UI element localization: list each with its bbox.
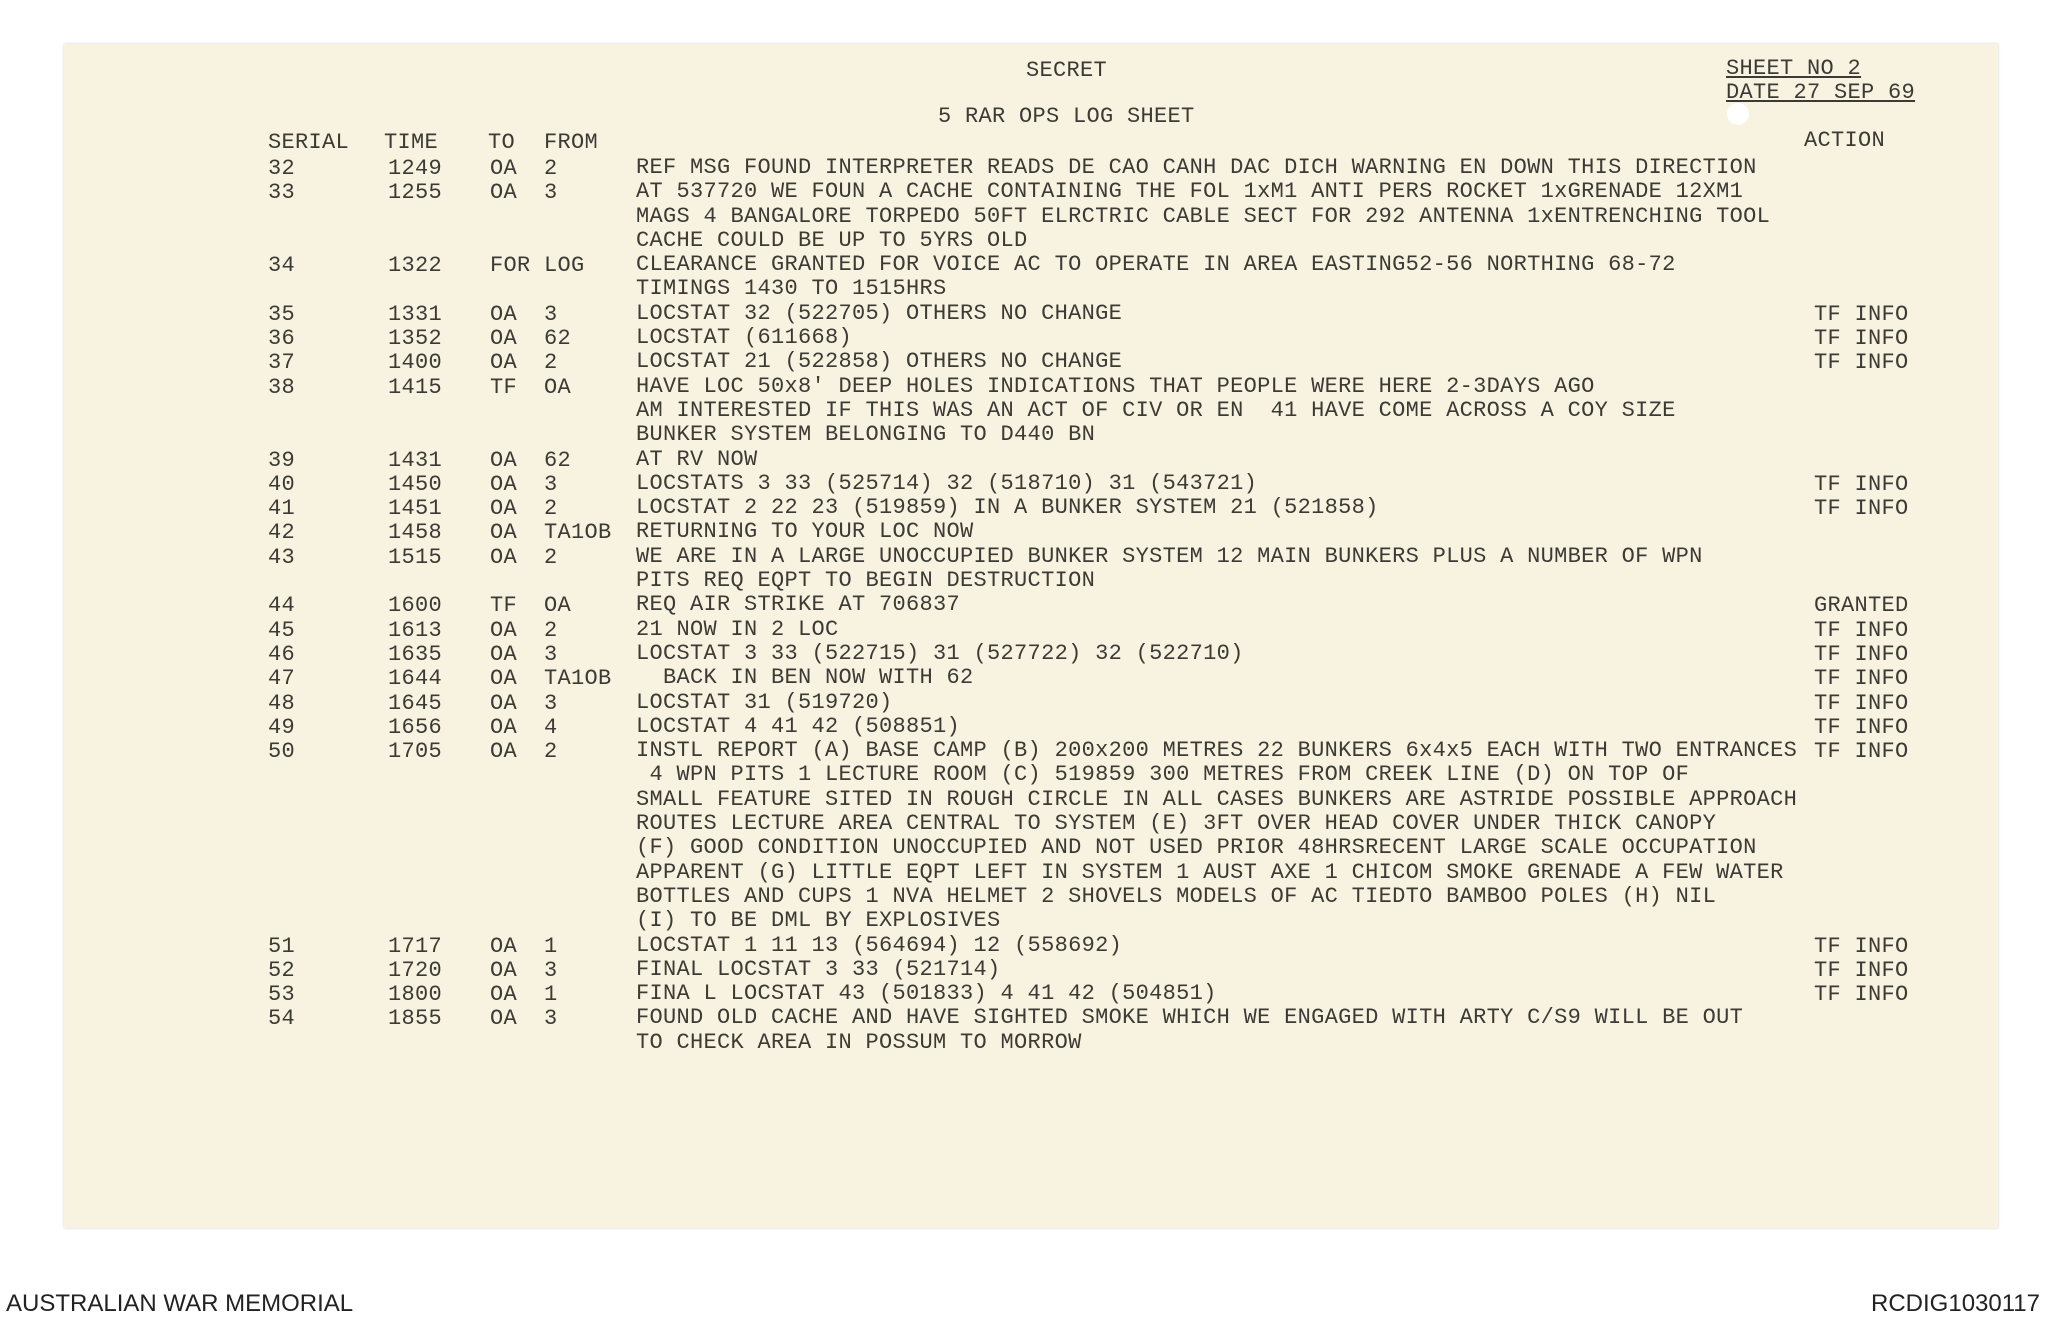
entry-from: 2: [544, 350, 558, 376]
entry-message-line: APPARENT (G) LITTLE EQPT LEFT IN SYSTEM 1 AUST AXE 1 CHICOM SMOKE GRENADE A FEW WATER: [636, 859, 1784, 885]
log-entry: [64, 958, 1998, 982]
entry-from: 3: [544, 957, 558, 983]
log-entry: [64, 739, 1998, 933]
entry-message-line: FINAL LOCSTAT 3 33 (521714): [636, 956, 1001, 982]
entry-message: [636, 738, 1798, 934]
column-header-action: ACTION: [1804, 128, 1886, 153]
entry-time: 1322: [388, 253, 443, 279]
entry-to: OA: [490, 739, 518, 765]
log-entry: [64, 1006, 1998, 1055]
entry-action: TF INFO: [1814, 933, 1909, 959]
entry-to: OA: [490, 714, 518, 740]
entry-from: 1: [544, 982, 558, 1008]
footer-id: RCDIG1030117: [1871, 1290, 2040, 1317]
entry-serial: 48: [268, 690, 296, 716]
entry-time: 1600: [388, 593, 443, 619]
entry-time: 1431: [388, 447, 443, 473]
log-entry: [64, 472, 1998, 496]
entry-message-line: CACHE COULD BE UP TO 5YRS OLD: [636, 227, 1028, 253]
entry-to: FOR LOG: [490, 253, 585, 279]
log-entry: [64, 496, 1998, 520]
entry-message-line: LOCSTAT 4 41 42 (508851): [636, 713, 961, 739]
log-entry: [64, 448, 1998, 472]
entry-serial: 46: [268, 641, 296, 667]
entry-message: [636, 1006, 1766, 1055]
entry-from: 3: [544, 1006, 558, 1032]
log-entries: [64, 156, 1998, 1055]
entry-message-line: FINA L LOCSTAT 43 (501833) 4 41 42 (504851): [636, 981, 1217, 1007]
entry-action: TF INFO: [1814, 617, 1909, 643]
entry-message: [636, 545, 1766, 594]
entry-serial: 47: [268, 666, 296, 692]
entry-message: [636, 642, 1766, 666]
entry-time: 1458: [388, 520, 443, 546]
entry-from: TA1OB: [544, 520, 612, 546]
entry-action: TF INFO: [1814, 326, 1909, 352]
entry-time: 1635: [388, 641, 443, 667]
entry-message: [636, 934, 1766, 958]
entry-to: OA: [490, 520, 518, 546]
entry-time: 1613: [388, 617, 443, 643]
entry-to: OA: [490, 982, 518, 1008]
entry-message-line: AM INTERESTED IF THIS WAS AN ACT OF CIV OR EN 41 HAVE COME ACROSS A COY SIZE: [636, 397, 1676, 423]
entry-message: [636, 618, 1766, 642]
log-entry: [64, 593, 1998, 617]
sheet-date: DATE 27 SEP 69: [1726, 80, 1916, 105]
entry-serial: 40: [268, 471, 296, 497]
entry-from: TA1OB: [544, 666, 612, 692]
entry-serial: 45: [268, 617, 296, 643]
entry-from: 62: [544, 326, 572, 352]
entry-message: [636, 520, 1766, 544]
entry-from: 3: [544, 301, 558, 327]
entry-time: 1515: [388, 544, 443, 570]
entry-serial: 36: [268, 326, 296, 352]
entry-message-line: SMALL FEATURE SITED IN ROUGH CIRCLE IN ALL CASES BUNKERS ARE ASTRIDE POSSIBLE APPROACH: [636, 786, 1798, 812]
entry-serial: 43: [268, 544, 296, 570]
entry-serial: 38: [268, 374, 296, 400]
entry-to: OA: [490, 301, 518, 327]
entry-action: TF INFO: [1814, 957, 1909, 983]
entry-from: 2: [544, 544, 558, 570]
entry-action: TF INFO: [1814, 471, 1909, 497]
entry-time: 1720: [388, 957, 443, 983]
log-entry: [64, 691, 1998, 715]
entry-action: TF INFO: [1814, 666, 1909, 692]
log-entry: [64, 545, 1998, 594]
entry-time: 1855: [388, 1006, 443, 1032]
entry-from: 2: [544, 496, 558, 522]
entry-message: [636, 350, 1766, 374]
entry-time: 1415: [388, 374, 443, 400]
entry-action: TF INFO: [1814, 714, 1909, 740]
entry-time: 1717: [388, 933, 443, 959]
entry-message-line: MAGS 4 BANGALORE TORPEDO 50FT ELRCTRIC CABLE SECT FOR 292 ANTENNA 1xENTRENCHING TOOL: [636, 203, 1771, 229]
entry-action: TF INFO: [1814, 739, 1909, 765]
entry-message-line: BUNKER SYSTEM BELONGING TO D440 BN: [636, 422, 1096, 448]
entry-message-line: TIMINGS 1430 TO 1515HRS: [636, 276, 947, 302]
entry-time: 1249: [388, 156, 443, 181]
entry-message-line: PITS REQ EQPT TO BEGIN DESTRUCTION: [636, 568, 1096, 594]
entry-message: [636, 326, 1766, 350]
entry-message-line: REQ AIR STRIKE AT 706837: [636, 592, 961, 618]
entry-message-line: 4 WPN PITS 1 LECTURE ROOM (C) 519859 300 METRES FROM CREEK LINE (D) ON TOP OF: [636, 762, 1690, 788]
log-entry: [64, 302, 1998, 326]
entry-serial: 53: [268, 982, 296, 1008]
entry-message-line: LOCSTATS 3 33 (525714) 32 (518710) 31 (543721): [636, 470, 1258, 496]
entry-to: OA: [490, 156, 518, 181]
entry-serial: 37: [268, 350, 296, 376]
entry-action: TF INFO: [1814, 496, 1909, 522]
log-entry: [64, 520, 1998, 544]
column-header-to: TO: [488, 130, 516, 155]
entry-serial: 33: [268, 180, 296, 206]
entry-time: 1656: [388, 714, 443, 740]
entry-message-line: AT RV NOW: [636, 446, 758, 472]
entry-serial: 32: [268, 156, 296, 181]
entry-message-line: (I) TO BE DML BY EXPLOSIVES: [636, 908, 1001, 934]
log-entry: [64, 180, 1998, 253]
entry-to: OA: [490, 471, 518, 497]
entry-message-line: LOCSTAT 2 22 23 (519859) IN A BUNKER SYSTEM 21 (521858): [636, 495, 1379, 521]
entry-message: [636, 375, 1766, 448]
entry-to: OA: [490, 617, 518, 643]
entry-serial: 44: [268, 593, 296, 619]
entry-from: 62: [544, 447, 572, 473]
entry-serial: 49: [268, 714, 296, 740]
entry-serial: 35: [268, 301, 296, 327]
entry-from: 3: [544, 180, 558, 206]
entry-message-line: LOCSTAT 32 (522705) OTHERS NO CHANGE: [636, 300, 1123, 326]
entry-to: OA: [490, 690, 518, 716]
entry-message: [636, 253, 1766, 302]
entry-message: [636, 593, 1766, 617]
log-entry: [64, 982, 1998, 1006]
entry-time: 1450: [388, 471, 443, 497]
entry-serial: 50: [268, 739, 296, 765]
log-entry: [64, 715, 1998, 739]
entry-from: 3: [544, 690, 558, 716]
entry-to: OA: [490, 180, 518, 206]
entry-time: 1705: [388, 739, 443, 765]
entry-message-line: LOCSTAT 21 (522858) OTHERS NO CHANGE: [636, 349, 1123, 375]
entry-message-line: AT 537720 WE FOUN A CACHE CONTAINING THE FOL 1xM1 ANTI PERS ROCKET 1xGRENADE 12XM1: [636, 179, 1744, 205]
entry-serial: 34: [268, 253, 296, 279]
entry-message: [636, 448, 1766, 472]
entry-action: TF INFO: [1814, 301, 1909, 327]
entry-message-line: LOCSTAT 31 (519720): [636, 689, 893, 715]
entry-to: OA: [490, 1006, 518, 1032]
entry-serial: 42: [268, 520, 296, 546]
entry-message-line: HAVE LOC 50x8' DEEP HOLES INDICATIONS THAT PEOPLE WERE HERE 2-3DAYS AGO: [636, 373, 1595, 399]
entry-message: [636, 156, 1766, 180]
entry-to: OA: [490, 666, 518, 692]
entry-action: GRANTED: [1814, 593, 1909, 619]
entry-to: TF: [490, 374, 518, 400]
document-sheet: [64, 44, 1998, 1228]
entry-serial: 52: [268, 957, 296, 983]
log-entry: [64, 350, 1998, 374]
entry-from: 3: [544, 471, 558, 497]
column-header-from: FROM: [544, 130, 599, 155]
entry-message-line: LOCSTAT 1 11 13 (564694) 12 (558692): [636, 932, 1123, 958]
entry-from: 2: [544, 617, 558, 643]
entry-message-line: 21 NOW IN 2 LOC: [636, 616, 839, 642]
entry-message-line: BOTTLES AND CUPS 1 NVA HELMET 2 SHOVELS MODELS OF AC TIEDTO BAMBOO POLES (H) NIL: [636, 883, 1717, 909]
log-entry: [64, 934, 1998, 958]
log-entry: [64, 326, 1998, 350]
entry-serial: 51: [268, 933, 296, 959]
entry-message: [636, 958, 1766, 982]
entry-action: TF INFO: [1814, 641, 1909, 667]
entry-to: OA: [490, 447, 518, 473]
entry-to: OA: [490, 933, 518, 959]
entry-serial: 39: [268, 447, 296, 473]
footer-source: AUSTRALIAN WAR MEMORIAL: [6, 1290, 354, 1317]
entry-serial: 54: [268, 1006, 296, 1032]
log-entry: [64, 375, 1998, 448]
entry-time: 1644: [388, 666, 443, 692]
page-title: 5 RAR OPS LOG SHEET: [938, 104, 1195, 129]
entry-message: [636, 666, 1766, 690]
entry-message-line: WE ARE IN A LARGE UNOCCUPIED BUNKER SYSTEM 12 MAIN BUNKERS PLUS A NUMBER OF WPN: [636, 543, 1703, 569]
entry-message: [636, 496, 1766, 520]
entry-time: 1645: [388, 690, 443, 716]
log-entry: [64, 156, 1998, 180]
entry-from: 2: [544, 156, 558, 181]
entry-message: [636, 691, 1766, 715]
log-entry: [64, 253, 1998, 302]
punch-hole: [1727, 103, 1749, 125]
entry-message-line: LOCSTAT (611668): [636, 325, 853, 351]
entry-message-line: REF MSG FOUND INTERPRETER READS DE CAO CANH DAC DICH WARNING EN DOWN THIS DIRECTION: [636, 155, 1757, 180]
entry-action: TF INFO: [1814, 690, 1909, 716]
entry-message-line: INSTL REPORT (A) BASE CAMP (B) 200x200 METRES 22 BUNKERS 6x4x5 EACH WITH TWO ENTRANCES: [636, 738, 1798, 764]
entry-message-line: BACK IN BEN NOW WITH 62: [636, 665, 974, 691]
entry-to: TF: [490, 593, 518, 619]
entry-time: 1400: [388, 350, 443, 376]
entry-time: 1352: [388, 326, 443, 352]
entry-time: 1255: [388, 180, 443, 206]
entry-from: 3: [544, 641, 558, 667]
column-header-serial: SERIAL: [268, 130, 350, 155]
entry-to: OA: [490, 350, 518, 376]
entry-time: 1451: [388, 496, 443, 522]
log-entry: [64, 666, 1998, 690]
entry-from: OA: [544, 593, 572, 619]
entry-message: [636, 179, 1771, 253]
entry-message: [636, 472, 1766, 496]
entry-from: 1: [544, 933, 558, 959]
entry-message: [636, 302, 1766, 326]
log-entry: [64, 618, 1998, 642]
entry-time: 1331: [388, 301, 443, 327]
entry-to: OA: [490, 496, 518, 522]
entry-time: 1800: [388, 982, 443, 1008]
entry-message-line: RETURNING TO YOUR LOC NOW: [636, 519, 974, 545]
sheet-number: SHEET NO 2: [1726, 56, 1862, 81]
column-header-time: TIME: [384, 130, 439, 155]
entry-message-line: ROUTES LECTURE AREA CENTRAL TO SYSTEM (E) 3FT OVER HEAD COVER UNDER THICK CANOPY: [636, 811, 1717, 837]
entry-to: OA: [490, 641, 518, 667]
entry-message-line: LOCSTAT 3 33 (522715) 31 (527722) 32 (522710): [636, 640, 1244, 666]
entry-from: 2: [544, 739, 558, 765]
entry-message: [636, 715, 1766, 739]
log-entry: [64, 642, 1998, 666]
entry-to: OA: [490, 544, 518, 570]
entry-message: [636, 982, 1766, 1006]
entry-message-line: (F) GOOD CONDITION UNOCCUPIED AND NOT USED PRIOR 48HRSRECENT LARGE SCALE OCCUPATION: [636, 835, 1757, 861]
entry-message-line: CLEARANCE GRANTED FOR VOICE AC TO OPERATE IN AREA EASTING52-56 NORTHING 68-72: [636, 252, 1676, 278]
entry-serial: 41: [268, 496, 296, 522]
classification-label: SECRET: [1026, 58, 1108, 83]
entry-from: 4: [544, 714, 558, 740]
entry-to: OA: [490, 957, 518, 983]
entry-message-line: FOUND OLD CACHE AND HAVE SIGHTED SMOKE WHICH WE ENGAGED WITH ARTY C/S9 WILL BE OUT: [636, 1005, 1744, 1031]
entry-action: TF INFO: [1814, 982, 1909, 1008]
entry-message-line: TO CHECK AREA IN POSSUM TO MORROW: [636, 1029, 1082, 1055]
entry-from: OA: [544, 374, 572, 400]
entry-action: TF INFO: [1814, 350, 1909, 376]
entry-to: OA: [490, 326, 518, 352]
